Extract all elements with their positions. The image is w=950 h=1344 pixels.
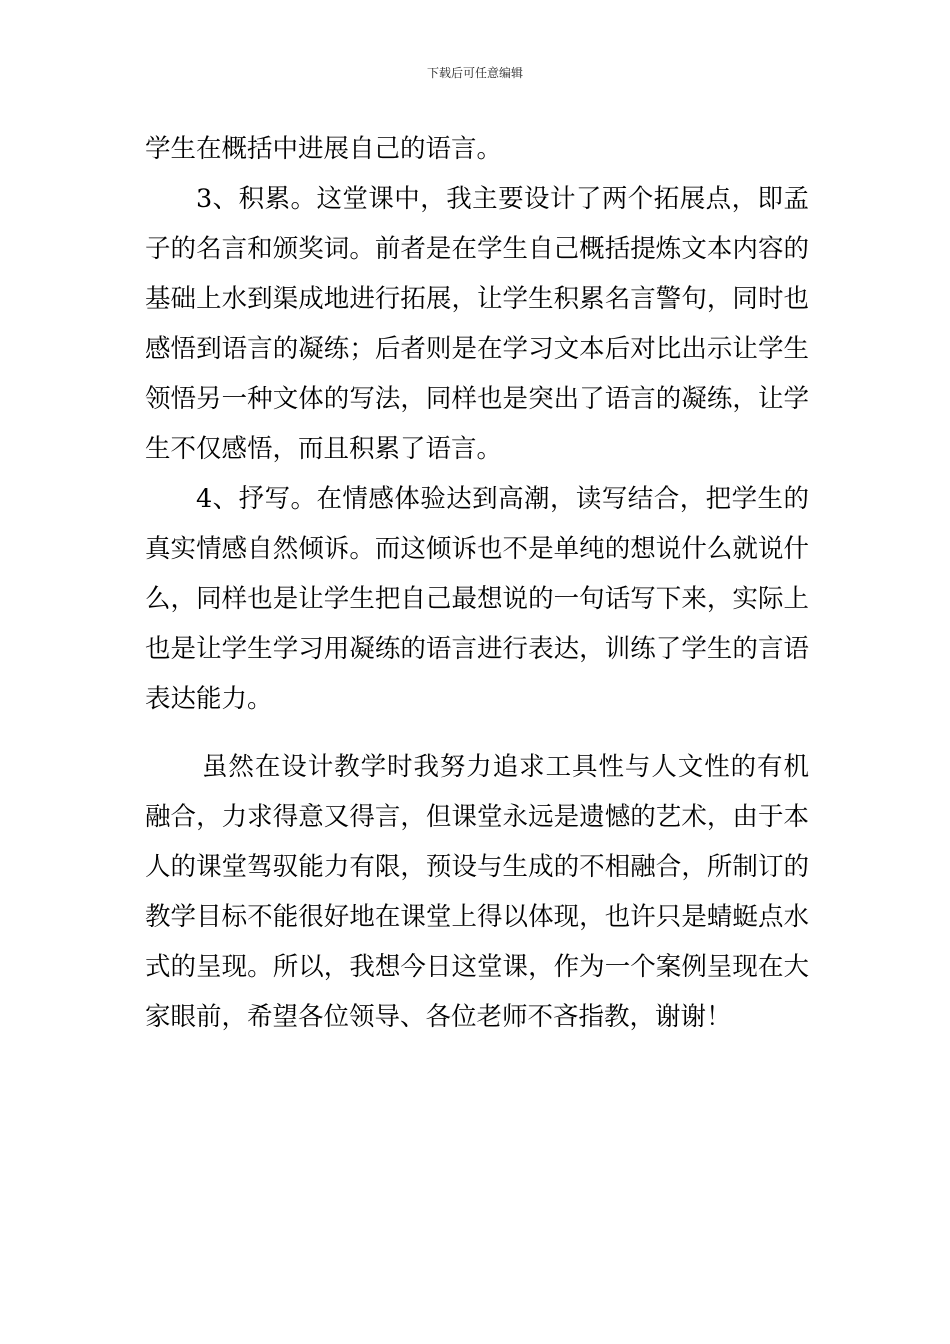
paragraph-spacer <box>145 724 809 742</box>
paragraph-continuation: 学生在概括中进展自己的语言。 <box>145 134 503 164</box>
paragraph-accumulation: 3、积累。这堂课中，我主要设计了两个拓展点，即孟子的名言和颁奖词。前者是在学生自己概括提炼文本内容的基础上水到渠成地进行拓展，让学生积累名言警句，同时也感悟到语言的凝练；后者则是在学习文本后对比出示让学生领悟另一种文体的写法，同样也是突出了语言的凝练，让学生不仅感悟，而且积累了语言。 <box>145 184 809 464</box>
page-header: 下载后可任意编辑 <box>426 66 523 80</box>
paragraph-writing: 4、抒写。在情感体验达到高潮，读写结合，把学生的真实情感自然倾诉。而这倾诉也不是单纯的想说什么就说什么，同样也是让学生把自己最想说的一句话写下来，实际上也是让学生学习用凝练的语言进行表达，训练了学生的言语表达能力。 <box>145 484 809 714</box>
paragraph-conclusion: 虽然在设计教学时我努力追求工具性与人文性的有机融合，力求得意又得言，但课堂永远是遗憾的艺术，由于本人的课堂驾驭能力有限，预设与生成的不相融合，所制订的教学目标不能很好地在课堂上得以体现，也许只是蜻蜓点水式的呈现。所以，我想今日这堂课，作为一个案例呈现在大家眼前，希望各位领导、各位老师不吝指教，谢谢！ <box>145 752 809 1032</box>
document-body <box>145 124 809 1042</box>
